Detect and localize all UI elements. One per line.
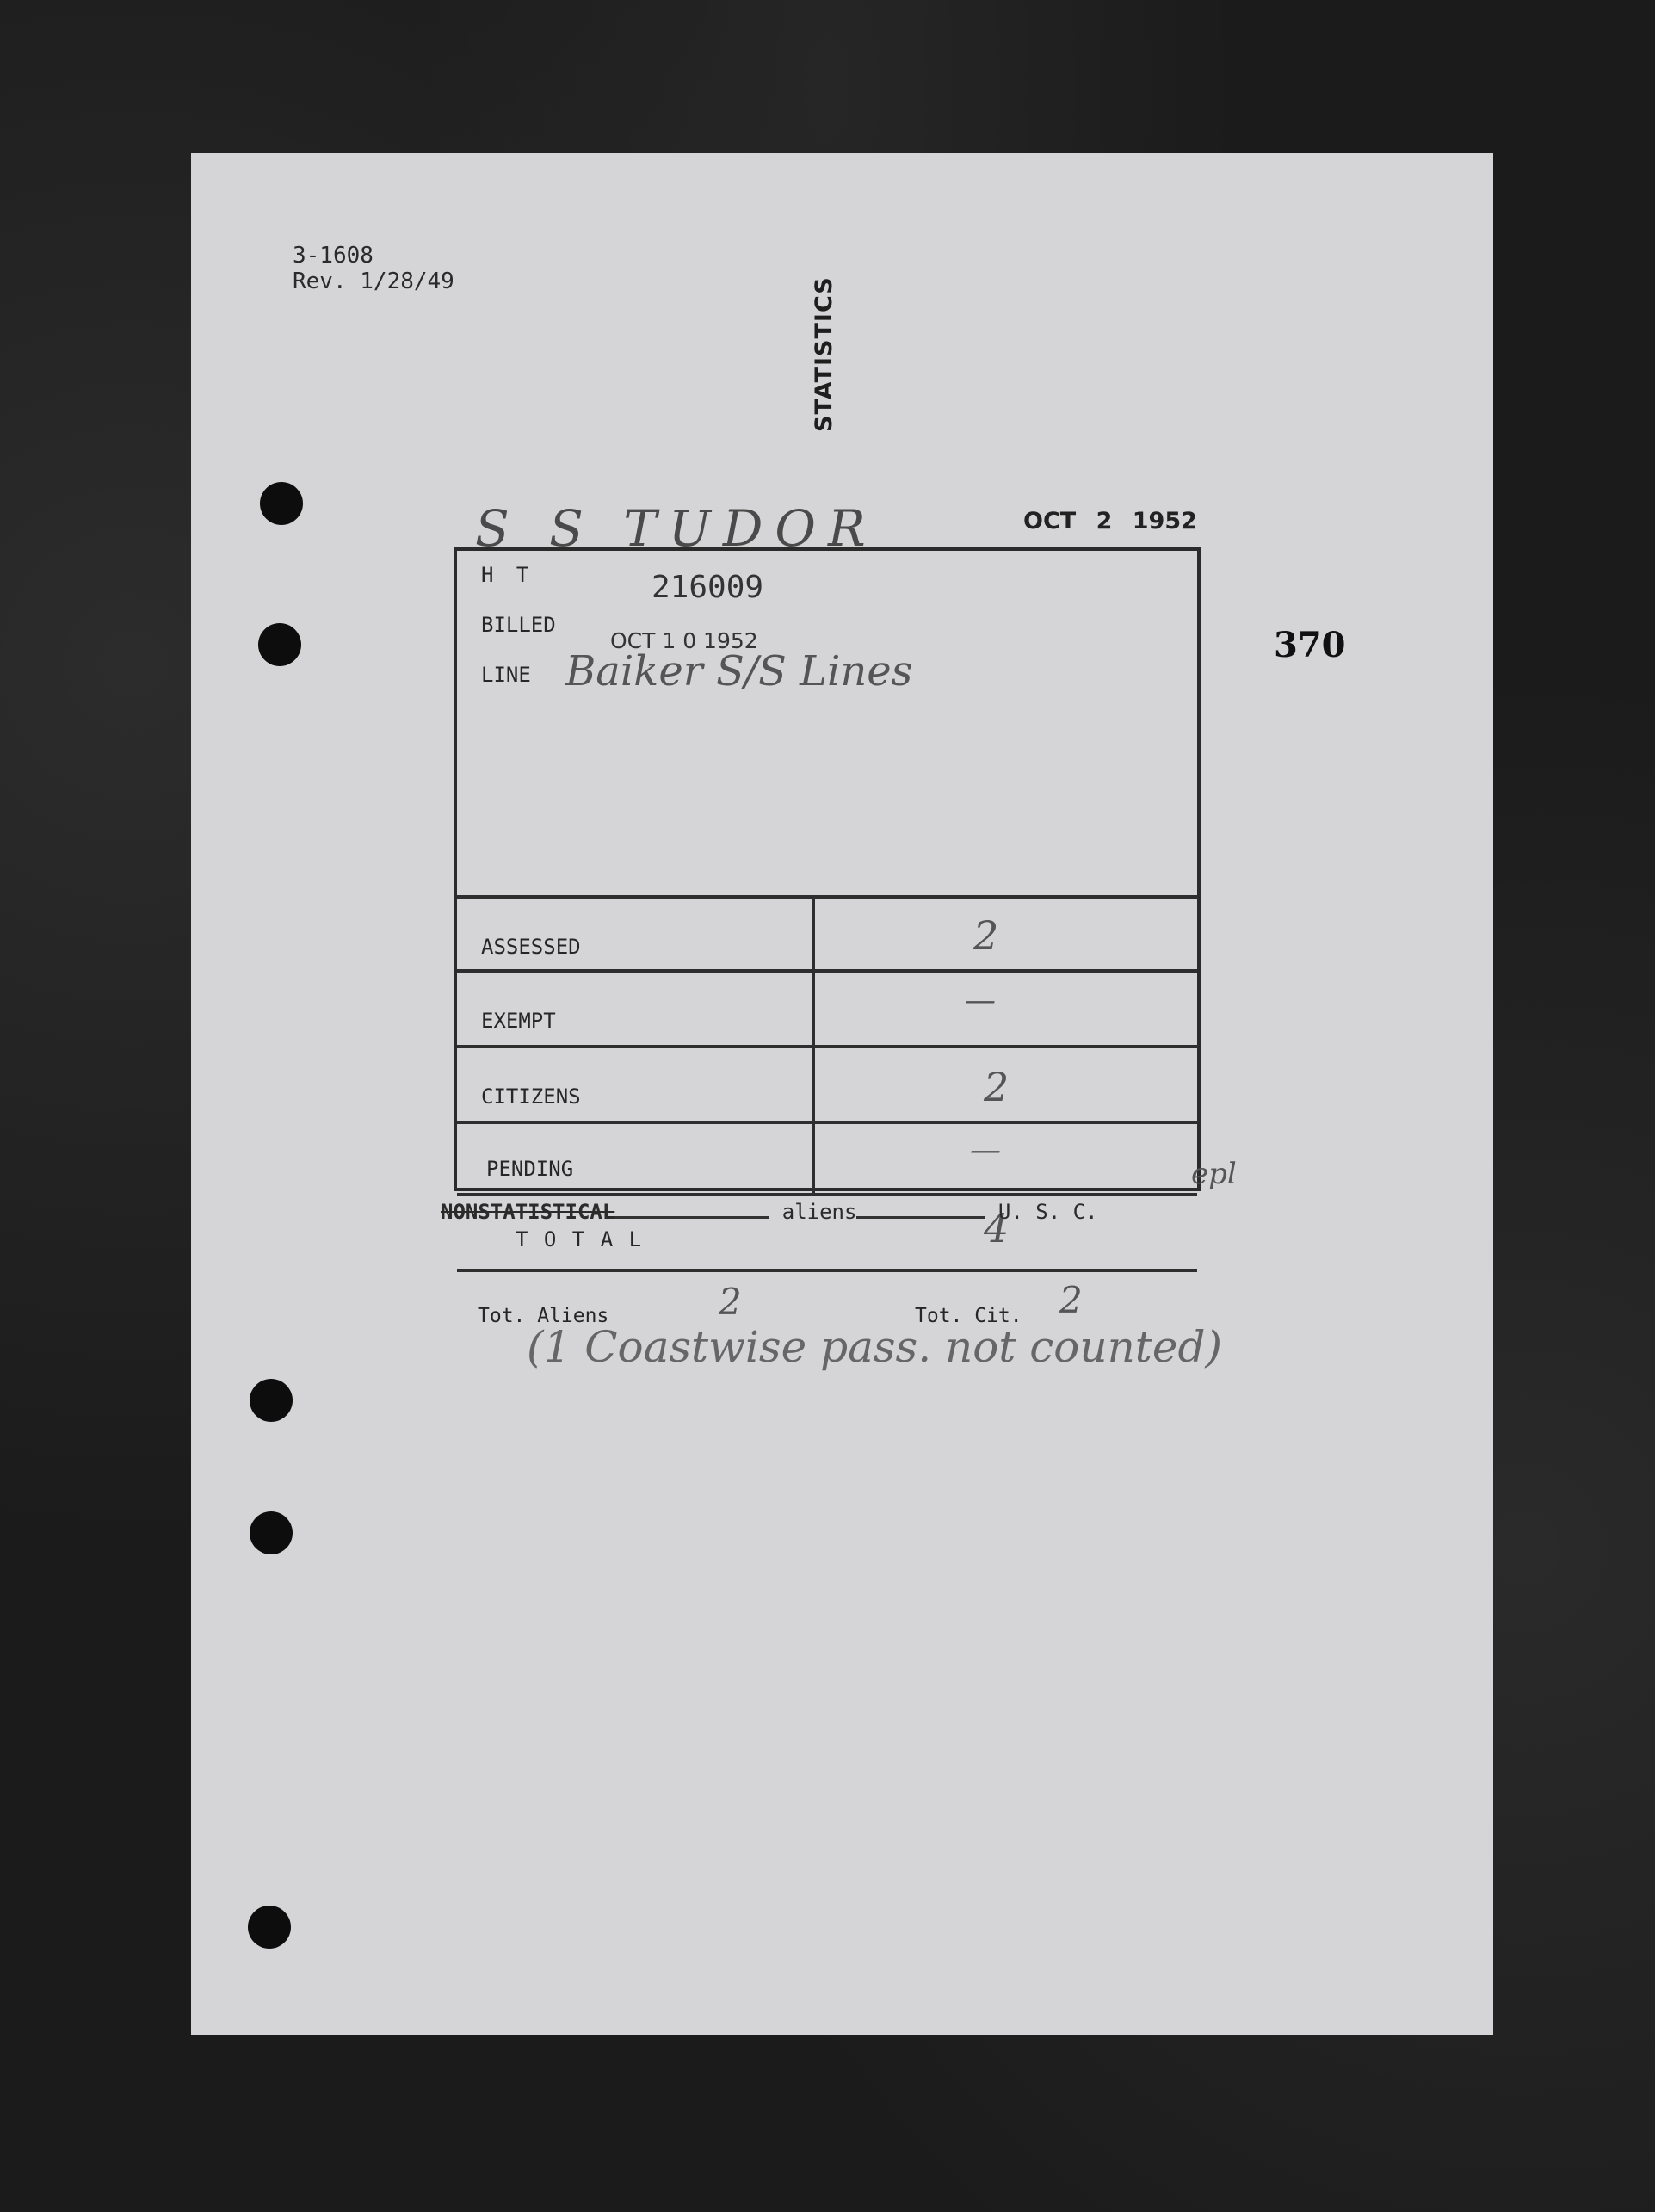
billed-date-stamp: OCT 1 0 1952 xyxy=(610,628,758,653)
row-label-exempt: EXEMPT xyxy=(481,1009,556,1033)
billed-label: BILLED xyxy=(481,613,556,637)
form-number: 3-1608 xyxy=(293,243,374,269)
row-label-total: T O T A L xyxy=(516,1227,644,1251)
document-page xyxy=(191,153,1493,2035)
tot-cit-value: 2 xyxy=(1059,1279,1083,1321)
table-rule xyxy=(457,1193,1197,1196)
blank-line xyxy=(614,1216,769,1219)
tot-aliens-value: 2 xyxy=(719,1281,742,1323)
row-value-pending: — xyxy=(970,1133,1001,1168)
table-rule xyxy=(457,1045,1197,1048)
row-value-total: 4 xyxy=(984,1205,1010,1251)
punch-hole xyxy=(258,623,301,666)
nonstatistical-row xyxy=(441,1200,1098,1224)
ht-label: H T xyxy=(481,563,534,587)
tot-cit-label: Tot. Cit. xyxy=(915,1305,1022,1327)
blank-line xyxy=(856,1216,985,1219)
row-value-citizens: 2 xyxy=(984,1064,1010,1110)
page-number: 370 xyxy=(1274,625,1346,665)
row-label-assessed: ASSESSED xyxy=(481,935,581,959)
clerk-initials: epl xyxy=(1191,1157,1237,1191)
form-revision: Rev. 1/28/49 xyxy=(293,269,454,294)
column-divider xyxy=(812,895,815,1193)
table-rule xyxy=(457,1269,1197,1272)
table-rule xyxy=(457,1121,1197,1124)
arrival-date-stamp: OCT 2 1952 xyxy=(1023,508,1197,534)
steamship-line: Baiker S/S Lines xyxy=(565,647,913,695)
aliens-label: aliens xyxy=(781,1200,857,1224)
punch-hole xyxy=(250,1511,293,1554)
nonstatistical-label: NONSTATISTICAL xyxy=(441,1200,615,1224)
form-identifier xyxy=(293,243,454,294)
table-rule xyxy=(457,969,1197,973)
line-label: LINE xyxy=(481,663,531,687)
statistics-stamp: STATISTICS xyxy=(811,276,837,432)
row-label-pending: PENDING xyxy=(486,1157,574,1181)
table-rule xyxy=(457,895,1197,899)
handwritten-note: (1 Coastwise pass. not counted) xyxy=(527,1322,1222,1372)
punch-hole xyxy=(248,1906,291,1949)
row-value-assessed: 2 xyxy=(973,912,999,959)
ship-name: S S TUDOR xyxy=(475,499,878,558)
usc-label: U. S. C. xyxy=(997,1200,1098,1224)
tot-aliens-label: Tot. Aliens xyxy=(478,1305,609,1327)
ht-number: 216009 xyxy=(652,570,764,605)
row-label-citizens: CITIZENS xyxy=(481,1084,581,1109)
punch-hole xyxy=(250,1379,293,1422)
punch-hole xyxy=(260,482,303,525)
row-value-exempt: — xyxy=(965,983,996,1018)
